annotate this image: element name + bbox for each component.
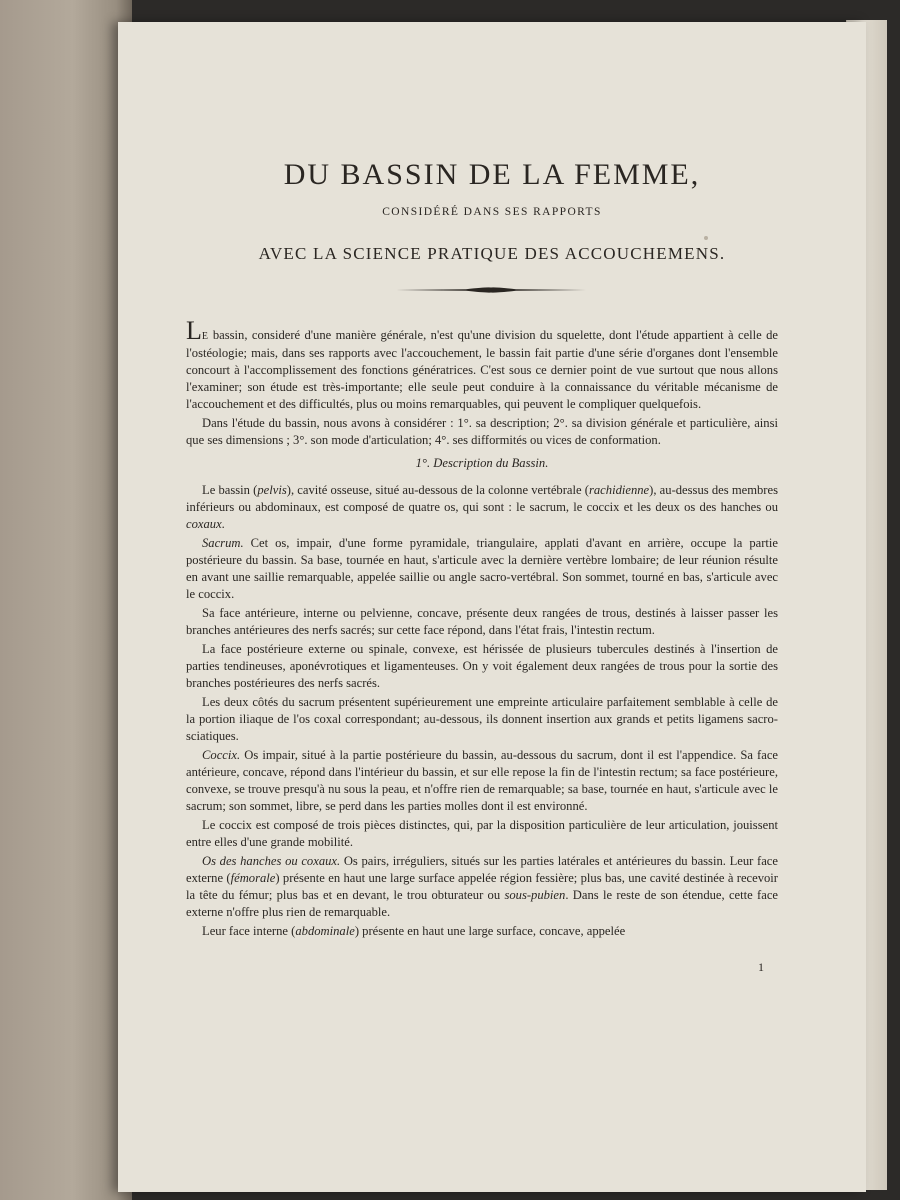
paper-speck: [704, 236, 708, 240]
small-cap: E: [201, 331, 209, 342]
intro-text: bassin, consideré d'une manière générale, n'est qu'une division du squelette, dont l'étude appartient à celle de l'ostéologie; mais, dans ses rapports avec l'accouchement, le bassin fait partie d'une série d'organes dont l'ensemble concourt à l'accomplissement des fonctions génératrices. C'est sous ce dernier point de vue surtout que nous allons l'examiner; son étude est très-importante; elle seule peut conduire à la connaissance du véritable mécanisme de l'accouchement et des difficultés, plus ou moins remarquables, qui peuvent le compliquer quelquefois.: [186, 328, 778, 411]
paragraph-face-anterieure: Sa face antérieure, interne ou pelvienne, concave, présente deux rangées de trous, destinés à laisser passer les branches antérieures des nerfs sacrés; sur cette face répond, dans l'état frais, l'intestin rectum.: [186, 606, 778, 637]
page-title: DU BASSIN DE LA FEMME,: [283, 158, 701, 191]
paragraph-bassin: [186, 482, 778, 533]
paragraph-plan: Dans l'étude du bassin, nous avons à considérer : 1°. sa description; 2°. sa division générale et particulière, ainsi que ses dimensions ; 3°. son mode d'articulation; 4°. ses difformités ou vices de conformation.: [186, 416, 778, 447]
italic-term: abdominale: [295, 924, 355, 938]
section-heading: 1°. Description du Bassin.: [415, 456, 549, 470]
book-page: [118, 22, 866, 1192]
italic-term: pelvis: [257, 483, 287, 497]
text-run: ), au-dessus des membres inférieurs ou abdominaux, est composé de quatre os, qui sont : le sacrum, le coccix et les deux os des hanches ou: [186, 483, 778, 514]
paragraph-coccix-pieces: Le coccix est composé de trois pièces distinctes, qui, par la disposition particulière de leur articulation, jouissent entre elles d'une grande mobilité.: [186, 818, 778, 849]
text-run: Cet os, impair, d'une forme pyramidale, triangulaire, applati d'avant en arrière, occupe la partie postérieure du bassin. Sa base, tournée en haut, s'articule avec la dernière vertèbre lombaire; de leur réunion résulte en avant une saillie remarquable, appelée saillie ou angle sacro-vertébral. Son sommet, tourné en bas, s'articule avec le coccix.: [186, 536, 778, 601]
italic-term: rachidienne: [588, 483, 650, 497]
text-run: .: [221, 517, 225, 531]
italic-term: fémorale: [230, 871, 276, 885]
text-run: . Dans le reste de son étendue, cette face externe n'offre plus rien de remarquable.: [186, 888, 778, 919]
page-number: 1: [758, 960, 764, 974]
text-run: Os pairs, irréguliers, situés sur les parties latérales et antérieures du bassin. Leur face externe (: [186, 854, 778, 885]
paragraph-hanches: [186, 853, 778, 921]
text-run: Le bassin (: [202, 483, 258, 497]
text-run: Os impair, situé à la partie postérieure du bassin, au-dessous du sacrum, dont il est l'appendice. Sa face antérieure, concave, répond dans l'intérieur du bassin, et sur elle repose la fin de l'intestin rectum; sa face postérieure, convexe, se trouve presqu'à nu sous la peau, et n'offre rien de remarquable; sa base, tournée en haut, s'articule avec le sacrum; son sommet, libre, se perd dans les parties molles dont il est environné.: [186, 748, 778, 813]
italic-term: Os des hanches ou coxaux.: [202, 854, 341, 868]
facing-page: [0, 0, 132, 1200]
text-run: ) présente en haut une large surface appelée région fessière; plus bas, une cavité destinée à recevoir la tête du fémur; plus bas et en devant, le trou obturateur ou: [186, 871, 779, 902]
text-run: ) présente en haut une large surface, concave, appelée: [354, 924, 626, 938]
italic-term: sous-pubien: [504, 888, 566, 902]
paragraph-coccix: [186, 747, 778, 815]
body-text: [186, 316, 779, 942]
paragraph-face-interne: [186, 923, 778, 940]
page-subtitle: CONSIDÉRÉ DANS SES RAPPORTS: [382, 206, 602, 218]
ornament-rule-icon: [396, 284, 586, 296]
italic-term: Coccix.: [202, 748, 241, 762]
drop-cap: L: [186, 316, 202, 345]
italic-term: Sacrum.: [202, 536, 244, 550]
paragraph-intro: [186, 316, 778, 413]
paragraph-sacrum: [186, 535, 778, 603]
paragraph-cotes: Les deux côtés du sacrum présentent supérieurement une empreinte articulaire parfaitement semblable à celle de la portion iliaque de l'os coxal correspondant; au-dessous, ils donnent insertion aux grands et petits ligamens sacro-sciatiques.: [186, 695, 778, 743]
text-run: ), cavité osseuse, situé au-dessous de la colonne vertébrale (: [286, 483, 589, 497]
text-run: Leur face interne (: [202, 924, 296, 938]
paragraph-face-posterieure: La face postérieure externe ou spinale, convexe, est hérissée de plusieurs tubercules destinés à l'insertion de parties tendineuses, aponévrotiques et ligamenteuses. On y voit également deux rangées de trous pour la sortie des branches postérieures des nerfs sacrés.: [186, 642, 778, 690]
page-subtitle-secondary: AVEC LA SCIENCE PRATIQUE DES ACCOUCHEMENS.: [258, 244, 726, 263]
italic-term: coxaux: [186, 517, 222, 531]
